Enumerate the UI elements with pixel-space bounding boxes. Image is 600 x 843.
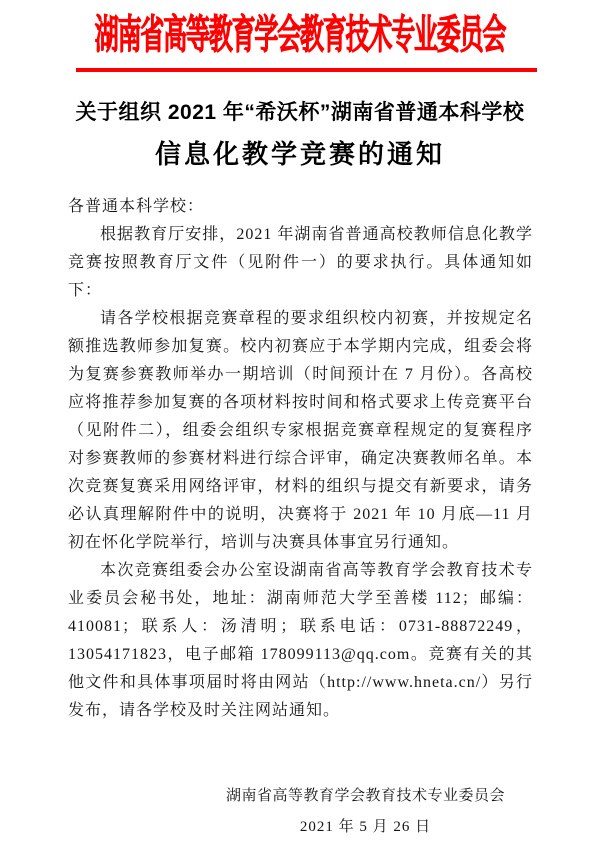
masthead (0, 10, 600, 60)
signature-block (68, 781, 533, 843)
document-page (0, 10, 600, 835)
masthead-title: 湖南省高等教育学会教育技术专业委员会 (94, 13, 506, 57)
paragraph-1: 根据教育厅安排，2021 年湖南省普通高校教师信息化教学竞赛按照教育厅文件（见附件一）的要求执行。具体通知如下： (68, 226, 533, 299)
document-body (68, 193, 533, 843)
salutation: 各普通本科学校： (68, 198, 205, 215)
document-title (0, 100, 600, 170)
title-line-2: 信息化教学竞赛的通知 (154, 139, 445, 169)
paragraph-3: 本次竞赛组委会办公室设湖南省高等教育学会教育技术专业委员会秘书处，地址：湖南师范大学至善楼 112；邮编：410081；联系人：汤清明；联系电话：0731-88872249，13054171823，电子邮箱 178099113@qq.com。竞赛有关的其他文件和具体事项届时将由网站（http://www.hneta.cn/）另行发布，请各学校及时关注网站通知。 (68, 562, 533, 719)
title-line-1: 关于组织 2021 年“希沃杯”湖南省普通本科学校 (75, 101, 525, 124)
signature-organization: 湖南省高等教育学会教育技术专业委员会 (225, 788, 505, 804)
signature-date: 2021 年 5 月 26 日 (299, 819, 432, 835)
signature-inner (226, 781, 505, 843)
paragraph-2: 请各学校根据竞赛章程的要求组织校内初赛，并按规定名额推选教师参加复赛。校内初赛应于本学期内完成，组委会将为复赛参赛教师举办一期培训（时间预计在 7 月份）。各高校应将推荐参加复赛的各项材料按时间和格式要求上传竞赛平台（见附件二），组委会组织专家根据竞赛章程规定的复赛程序对参赛教师的参赛材料进行综合评审，确定决赛教师名单。本次竞赛复赛采用网络评审，材料的组织与提交有新要求，请务必认真理解附件中的说明，决赛将于 2021 年 10 月底—11 月初在怀化学院举行，培训与决赛具体事宜另行通知。 (68, 310, 533, 551)
red-divider-line (76, 68, 537, 72)
